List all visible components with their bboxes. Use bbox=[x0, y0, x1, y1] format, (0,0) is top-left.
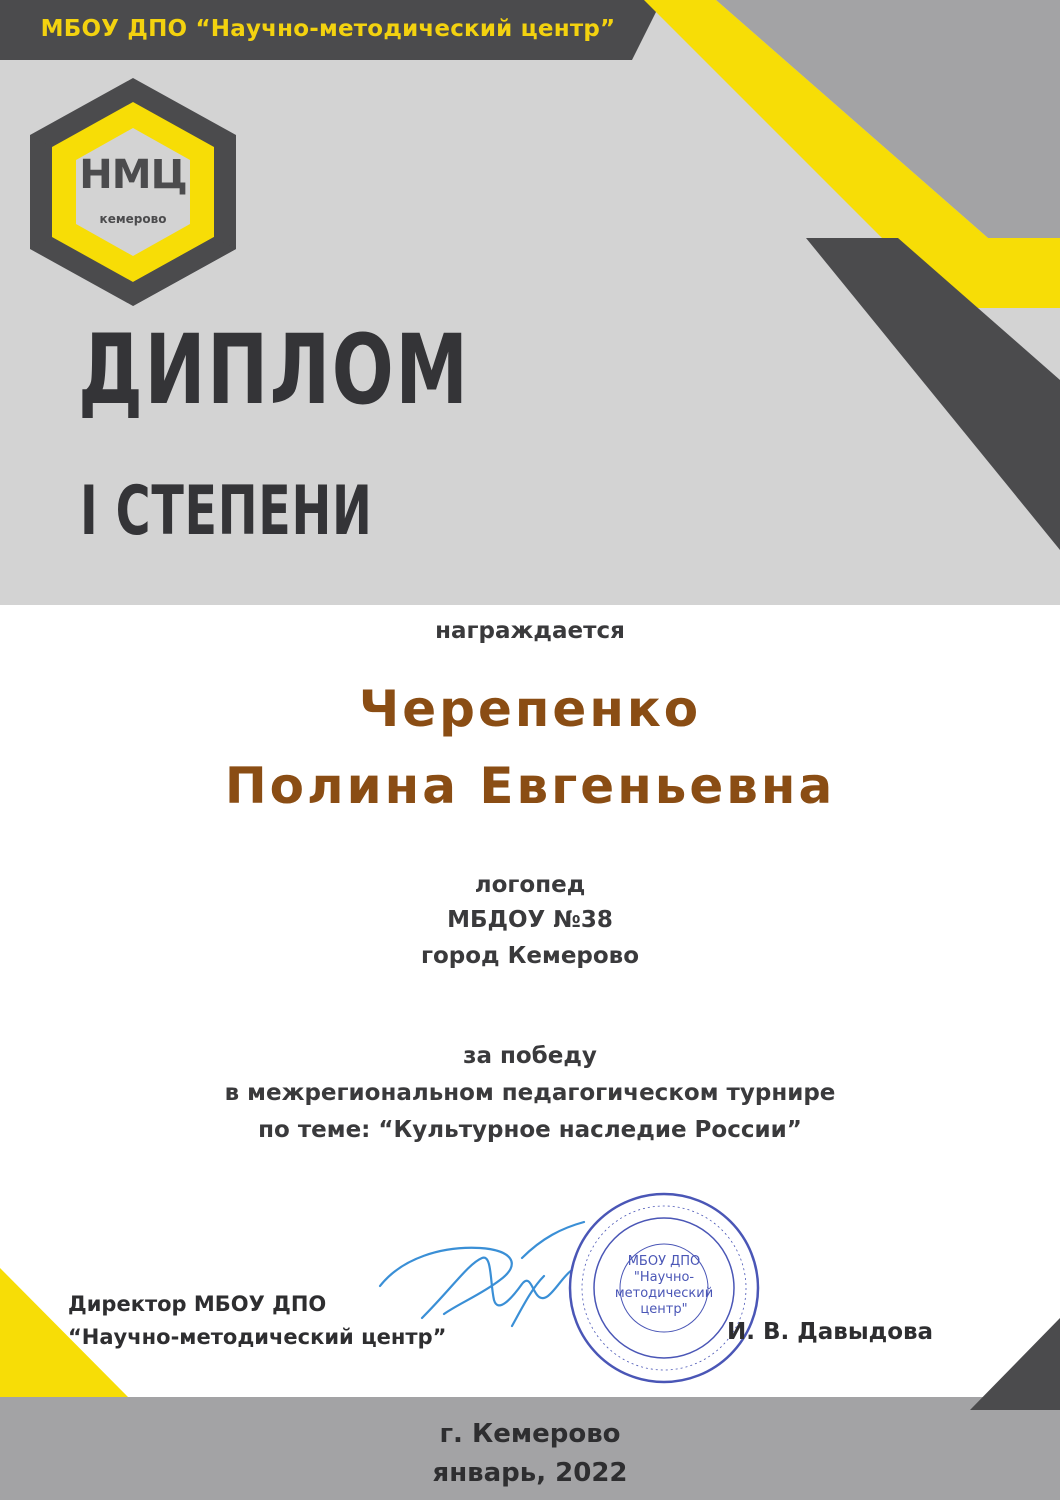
logo-abbreviation: НМЦ bbox=[79, 152, 187, 198]
recipient-institution: МБДОУ №38 bbox=[447, 907, 613, 933]
org-title: МБОУ ДПО “Научно-методический центр” bbox=[40, 16, 616, 42]
recipient-given-names: Полина Евгеньевна bbox=[224, 757, 836, 815]
diploma-degree: I СТЕПЕНИ bbox=[80, 472, 373, 551]
director-name: И. В. Давыдова bbox=[727, 1319, 934, 1345]
diploma-title: ДИПЛОМ bbox=[78, 314, 470, 426]
bottom-dark-triangle bbox=[970, 1318, 1060, 1410]
stamp-line-3: методический bbox=[614, 1286, 714, 1301]
stamp-line-1: МБОУ ДПО bbox=[627, 1254, 701, 1269]
recipient-city: город Кемерово bbox=[420, 943, 640, 969]
director-title-line-1: Директор МБОУ ДПО bbox=[68, 1292, 327, 1316]
award-reason-line-3: по теме: “Культурное наследие России” bbox=[258, 1117, 802, 1143]
award-reason-line-2: в межрегиональном педагогическом турнире bbox=[224, 1080, 836, 1106]
recipient-surname: Черепенко bbox=[358, 680, 702, 738]
stamp-text bbox=[566, 1254, 762, 1318]
awarded-intro: награждается bbox=[435, 618, 625, 644]
director-title-line-2: “Научно-методический центр” bbox=[68, 1325, 447, 1349]
stamp-line-2: "Научно- bbox=[633, 1270, 695, 1285]
handwritten-signature bbox=[372, 1218, 592, 1338]
logo-city: кемерово bbox=[99, 212, 167, 226]
footer-date: январь, 2022 bbox=[432, 1458, 628, 1488]
stamp-line-4: центр" bbox=[640, 1302, 688, 1317]
award-reason-line-1: за победу bbox=[463, 1043, 597, 1069]
recipient-position: логопед bbox=[474, 872, 586, 898]
footer-place: г. Кемерово bbox=[439, 1419, 621, 1449]
